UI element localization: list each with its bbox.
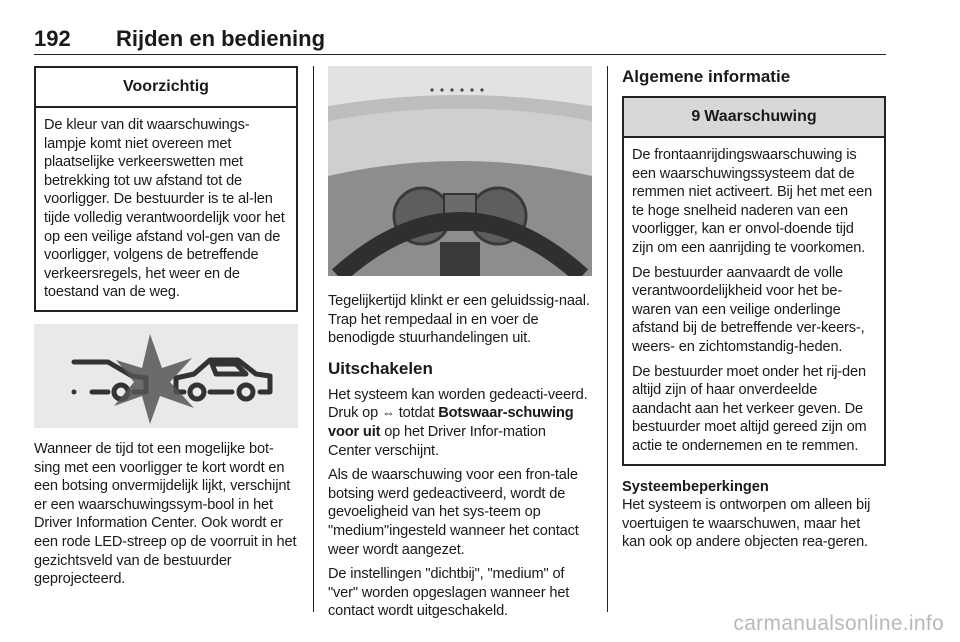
watermark: carmanualsonline.info — [733, 612, 944, 635]
warning-text-1: De frontaanrijdingswaarschuwing is een waarschuwingssysteem dat de remmen niet activeert. Bij het met een te hoge snelheid naderen van een voorligger, kan er onvol-doende tijd zijn om een aanrijding te voorkomen. — [632, 147, 873, 256]
sound-paragraph: Tegelijkertijd klinkt er een geluidssig-naal. Trap het rempedaal in en voer de benodigde stuurhandelingen uit. — [328, 293, 590, 347]
section-title-uitschakelen: Uitschakelen — [328, 358, 433, 378]
column-middle — [328, 66, 592, 621]
page-number: 192 — [34, 26, 71, 51]
page-header — [34, 24, 886, 55]
column-divider — [607, 66, 608, 612]
column-left — [34, 66, 298, 589]
caution-title: Voorzichtig — [36, 68, 296, 108]
collision-paragraph: Wanneer de tijd tot een mogelijke bot-sing met een voorligger te kort wordt en een botsing onvermijdelijk lijkt, verschijnt er een waarschuwingssym-bool in het Driver Information Center. Ook wordt er een rode LED-streep op de voorruit in het gezichtsveld van de bestuurder geprojecteerd. — [34, 440, 297, 588]
warning-text-3: De bestuurder moet onder het rij-den altijd zijn of haar onverdeelde aandacht aan het verkeer geven. De bestuurder moet altijd gereed zijn om actie te ondernemen en te remmen. — [632, 363, 867, 454]
limitations-paragraph: Het systeem is ontworpen om alleen bij voertuigen te waarschuwen, maar het kan ook op andere objecten rea-geren. — [622, 497, 871, 551]
dashboard-illustration — [328, 66, 592, 276]
section-title-algemene-informatie: Algemene informatie — [622, 67, 791, 86]
column-right — [622, 66, 886, 552]
caution-box — [34, 66, 298, 312]
chapter-title: Rijden en bediening — [116, 26, 326, 51]
sensitivity-paragraph: Als de waarschuwing voor een fron-tale botsing werd gedeactiveerd, wordt de gevoeligheid van het sys-teem op "medium"ingesteld wanneer het contact weer wordt aangezet. — [328, 467, 579, 558]
windshield-dashboard-image — [328, 66, 592, 276]
subtitle-systeembeperkingen: Systeembeperkingen — [622, 478, 769, 495]
column-divider — [313, 66, 314, 612]
warning-box — [622, 96, 886, 466]
collision-illustration — [34, 324, 298, 428]
warning-text-2: De bestuurder aanvaardt de volle verantwoordelijkheid voor het be-waren van een veilige onderlinge afstand bij de betreffende ver-keers-, weers- en zichtomstandig-heden. — [632, 264, 865, 355]
caution-text: De kleur van dit waarschuwings-lampje komt niet overeen met plaatselijke verkeerswetten met betrekking tot uw afstand tot de voorligger. De bestuurder is te al-len tijde volledig verantwoordelijk voor het op een veilige afstand vol-gen van de voorligger, volgens de betreffende verkeersregels, het weer en de toestand van de weg. — [44, 117, 285, 301]
settings-paragraph: De instellingen "dichtbij", "medium" of "ver" worden opgeslagen wanneer het contact wordt uitgeschakeld. — [328, 566, 570, 620]
warning-header — [624, 98, 884, 138]
car-distance-icon: ⇔ — [381, 405, 395, 421]
warning-title: Waarschuwing — [704, 108, 817, 125]
deactivate-paragraph: Het systeem kan worden gedeacti-veerd. Druk op ⇔ totdat Botswaar-schuwing voor uit op het Driver Infor-mation Center verschijnt. — [328, 386, 588, 459]
collision-warning-icon — [34, 324, 298, 428]
warning-triangle-icon: 9 — [691, 108, 701, 125]
